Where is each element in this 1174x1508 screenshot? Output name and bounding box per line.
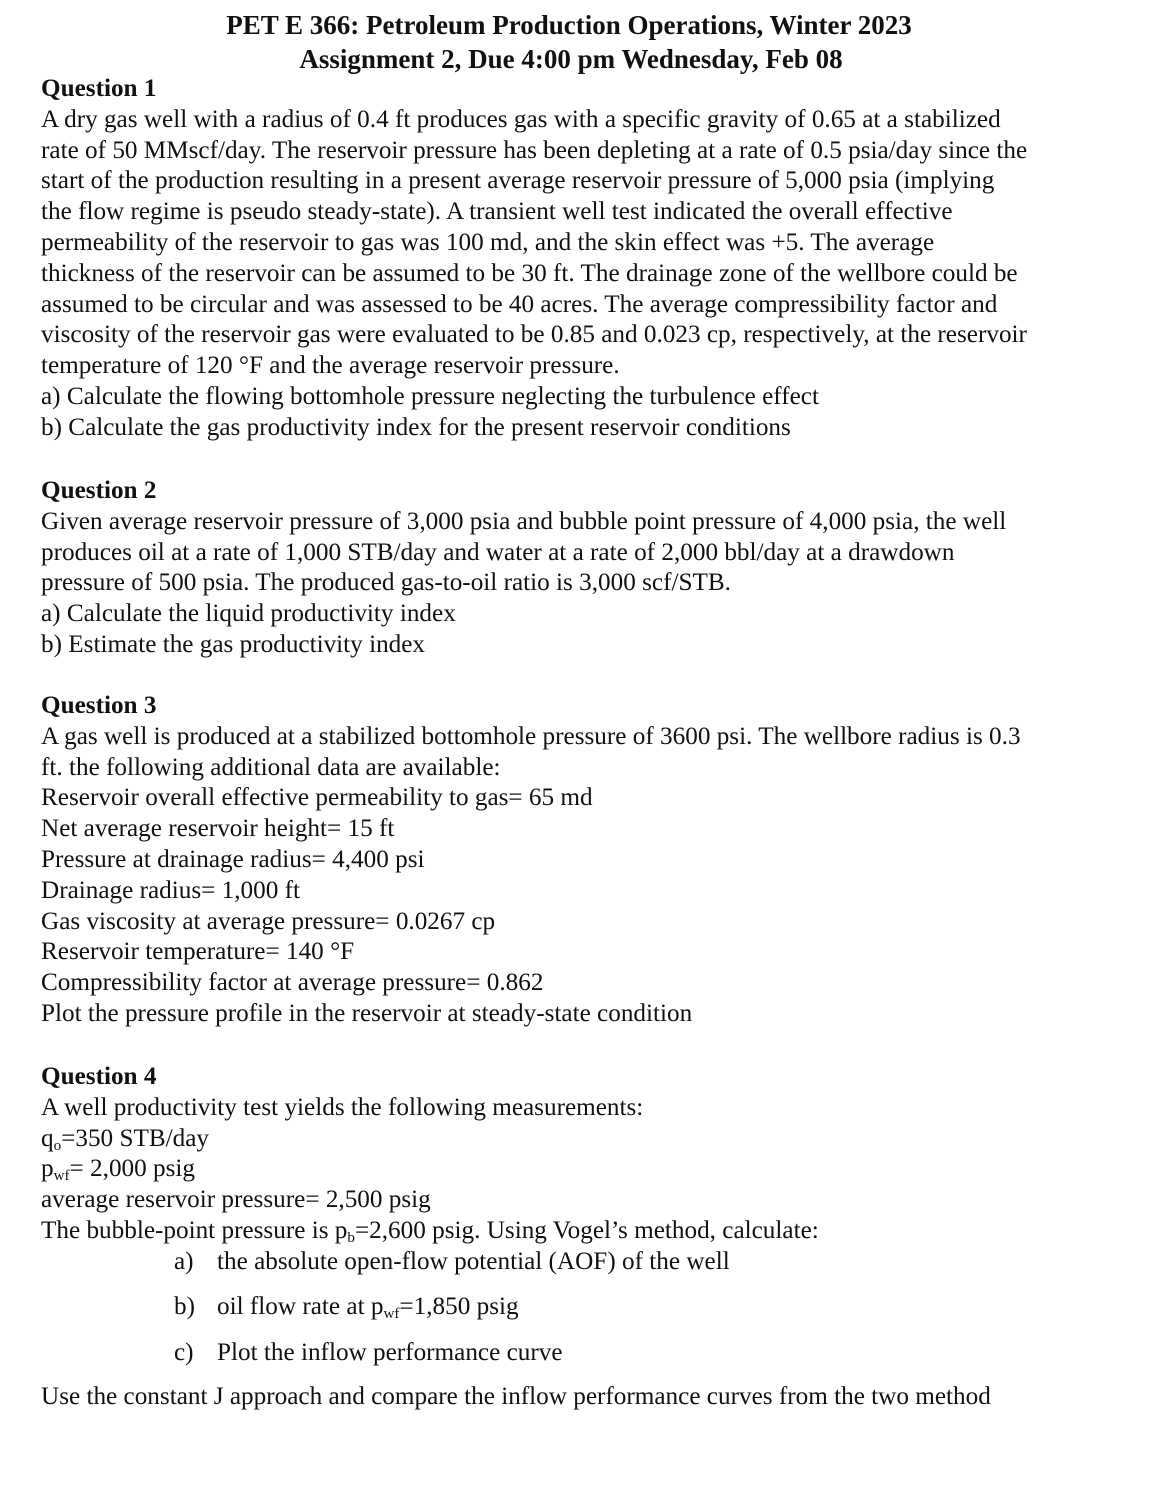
question-4-part-c [174, 1338, 1161, 1369]
question-1-title: Question 1 [41, 75, 157, 102]
oil-rate-symbol: q [41, 1124, 54, 1152]
question-3-data-item: Pressure at drainage radius= 4,400 psi [41, 845, 425, 873]
question-2-line: produces oil at a rate of 1,000 STB/day and water at a rate of 2,000 bbl/day at a drawdown [41, 538, 955, 566]
part-b-label: b) [174, 1293, 195, 1321]
part-c-text: Plot the inflow performance curve [217, 1338, 563, 1366]
question-3-line: A gas well is produced at a stabilized bottomhole pressure of 3600 psi. The wellbore radius is 0.3 [41, 722, 1021, 750]
oil-rate-subscript: o [53, 1137, 62, 1154]
question-3-line: ft. the following additional data are available: [41, 753, 501, 781]
part-a-text: the absolute open-flow potential (AOF) of the well [217, 1247, 730, 1275]
question-4-title: Question 4 [41, 1063, 157, 1090]
course-title: PET E 366: Petroleum Production Operations, Winter 2023 [226, 10, 912, 40]
question-4 [41, 1062, 1161, 1412]
assignment-subtitle: Assignment 2, Due 4:00 pm Wednesday, Feb 08 [299, 44, 843, 74]
question-2-part-a: a) Calculate the liquid productivity index [41, 600, 456, 628]
question-1-part-a: a) Calculate the flowing bottomhole pressure neglecting the turbulence effect [41, 382, 819, 410]
question-2-line: Given average reservoir pressure of 3,000 psia and bubble point pressure of 4,000 psia, the well [41, 507, 1007, 535]
question-4-intro: A well productivity test yields the following measurements: [41, 1093, 644, 1121]
bubble-point-text: The bubble-point pressure is p [41, 1216, 348, 1244]
part-b-subscript: wf [383, 1306, 400, 1323]
part-c-label: c) [174, 1338, 194, 1366]
question-1-line: temperature of 120 °F and the average reservoir pressure. [41, 352, 620, 380]
question-1-line: viscosity of the reservoir gas were evaluated to be 0.85 and 0.023 cp, respectively, at the reservoir [41, 321, 1027, 349]
question-3-data-item: Compressibility factor at average pressure= 0.862 [41, 969, 544, 997]
bubble-point-subscript: b [347, 1229, 355, 1246]
question-2 [41, 476, 1161, 661]
question-3-task: Plot the pressure profile in the reservoir at steady-state condition [41, 999, 693, 1027]
average-pressure-measurement: average reservoir pressure= 2,500 psig [41, 1186, 431, 1214]
pwf-value: = 2,000 psig [69, 1155, 196, 1183]
oil-rate-measurement [41, 1124, 1161, 1155]
question-4-part-b [174, 1292, 1161, 1323]
question-1-line: start of the production resulting in a present average reservoir pressure of 5,000 psia (implying [41, 167, 995, 195]
question-1-line: assumed to be circular and was assessed to be 40 acres. The average compressibility factor and [41, 290, 998, 318]
bubble-point-value: =2,600 psig. Using Vogel’s method, calculate: [354, 1216, 819, 1244]
question-1-line: thickness of the reservoir can be assumed to be 30 ft. The drainage zone of the wellbore could be [41, 259, 1018, 287]
question-3-data-item: Reservoir temperature= 140 °F [41, 938, 355, 966]
question-4-part-a [174, 1247, 1161, 1278]
question-1-line: rate of 50 MMscf/day. The reservoir pressure has been depleting at a rate of 0.5 psia/day since the [41, 136, 1028, 164]
question-1-line: the flow regime is pseudo steady-state). A transient well test indicated the overall effective [41, 198, 953, 226]
question-1 [41, 74, 1161, 444]
question-4-closing: Use the constant J approach and compare the inflow performance curves from the two method [41, 1382, 991, 1410]
oil-rate-value: =350 STB/day [61, 1124, 209, 1152]
part-a-label: a) [174, 1247, 194, 1275]
question-2-part-b: b) Estimate the gas productivity index [41, 630, 426, 658]
question-2-title: Question 2 [41, 477, 157, 504]
question-1-line: A dry gas well with a radius of 0.4 ft produces gas with a specific gravity of 0.65 at a stabilized [41, 105, 1001, 133]
question-2-line: pressure of 500 psia. The produced gas-to-oil ratio is 3,000 scf/STB. [41, 569, 731, 597]
question-1-part-b: b) Calculate the gas productivity index for the present reservoir conditions [41, 413, 791, 441]
question-3-data-item: Gas viscosity at average pressure= 0.0267 cp [41, 907, 496, 935]
document-header [0, 8, 1174, 76]
part-b-value: =1,850 psig [399, 1293, 519, 1321]
question-3-data-item: Drainage radius= 1,000 ft [41, 876, 301, 904]
flowing-pressure-measurement [41, 1154, 1161, 1185]
pwf-symbol: p [41, 1155, 54, 1183]
part-b-text: oil flow rate at p [217, 1293, 384, 1321]
question-3-data-item: Net average reservoir height= 15 ft [41, 815, 395, 843]
question-1-line: permeability of the reservoir to gas was 100 md, and the skin effect was +5. The average [41, 228, 935, 256]
bubble-point-statement [41, 1216, 1161, 1247]
pwf-subscript: wf [53, 1168, 70, 1185]
question-3-data-item: Reservoir overall effective permeability to gas= 65 md [41, 784, 593, 812]
question-3-title: Question 3 [41, 692, 157, 719]
question-3 [41, 691, 1161, 1030]
